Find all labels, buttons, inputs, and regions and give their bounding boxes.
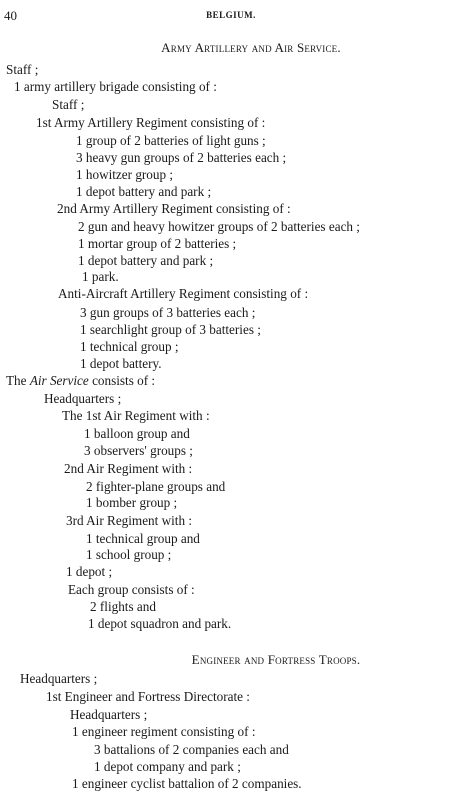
text-line: 2 flights and [90, 599, 156, 614]
text-line: 1 howitzer group ; [76, 167, 174, 182]
text-line: 3 observers' groups ; [84, 443, 193, 458]
text-line: Headquarters ; [70, 707, 148, 722]
text-line: 1 technical group ; [80, 339, 179, 354]
text-line: 1 group of 2 batteries of light guns ; [76, 133, 266, 148]
text-line: 1 depot battery and park ; [78, 253, 214, 268]
text-line: 1 searchlight group of 3 batteries ; [80, 322, 261, 337]
text-line: 1 depot squadron and park. [88, 616, 232, 631]
section-heading-artillery: Army Artillery and Air Service. [161, 40, 341, 55]
text-fragment: The [6, 373, 30, 388]
text-line: 1 depot battery and park ; [76, 184, 212, 199]
page-number: 40 [4, 8, 17, 23]
text-line: 1 army artillery brigade consisting of : [14, 79, 217, 94]
text-line: Each group consists of : [68, 582, 195, 597]
emphasis-air-service: Air Service [29, 373, 89, 388]
text-line: 2nd Army Artillery Regiment consisting of : [57, 201, 291, 216]
text-line: 1 bomber group ; [86, 495, 178, 510]
text-line: 1 mortar group of 2 batteries ; [78, 236, 237, 251]
text-line: The 1st Air Regiment with : [62, 408, 210, 423]
text-line-air-service [6, 373, 155, 389]
text-line: 1 depot company and park ; [94, 759, 241, 774]
text-line: 1st Engineer and Fortress Directorate : [46, 689, 250, 704]
text-line: 1 engineer cyclist battalion of 2 companies. [72, 776, 302, 791]
text-line: Staff ; [52, 97, 85, 112]
text-line: 2nd Air Regiment with : [64, 461, 193, 476]
text-line: Headquarters ; [20, 671, 98, 686]
text-line: 3 battalions of 2 companies each and [94, 742, 289, 757]
section-heading-engineer: Engineer and Fortress Troops. [191, 652, 361, 667]
text-line: 3 gun groups of 3 batteries each ; [80, 305, 256, 320]
text-line: 2 fighter-plane groups and [86, 479, 226, 494]
running-title: BELGIUM. [206, 10, 256, 20]
page-header [0, 8, 462, 24]
text-line: 2 gun and heavy howitzer groups of 2 batteries each ; [78, 219, 360, 234]
text-line: 3 heavy gun groups of 2 batteries each ; [76, 150, 287, 165]
text-line: 1 technical group and [86, 531, 200, 546]
text-line: 1 park. [82, 269, 119, 284]
text-fragment: consists of : [88, 373, 156, 388]
text-line: 1 depot ; [66, 564, 113, 579]
text-line: 1st Army Artillery Regiment consisting of : [36, 115, 266, 130]
text-line: Headquarters ; [44, 391, 122, 406]
text-line: 1 depot battery. [80, 356, 162, 371]
text-line: Anti-Aircraft Artillery Regiment consisting of : [58, 286, 309, 301]
text-line: 1 school group ; [86, 547, 172, 562]
text-line: 1 engineer regiment consisting of : [72, 724, 256, 739]
text-line: 1 balloon group and [84, 426, 190, 441]
text-line: Staff ; [6, 62, 39, 77]
text-line: 3rd Air Regiment with : [66, 513, 193, 528]
